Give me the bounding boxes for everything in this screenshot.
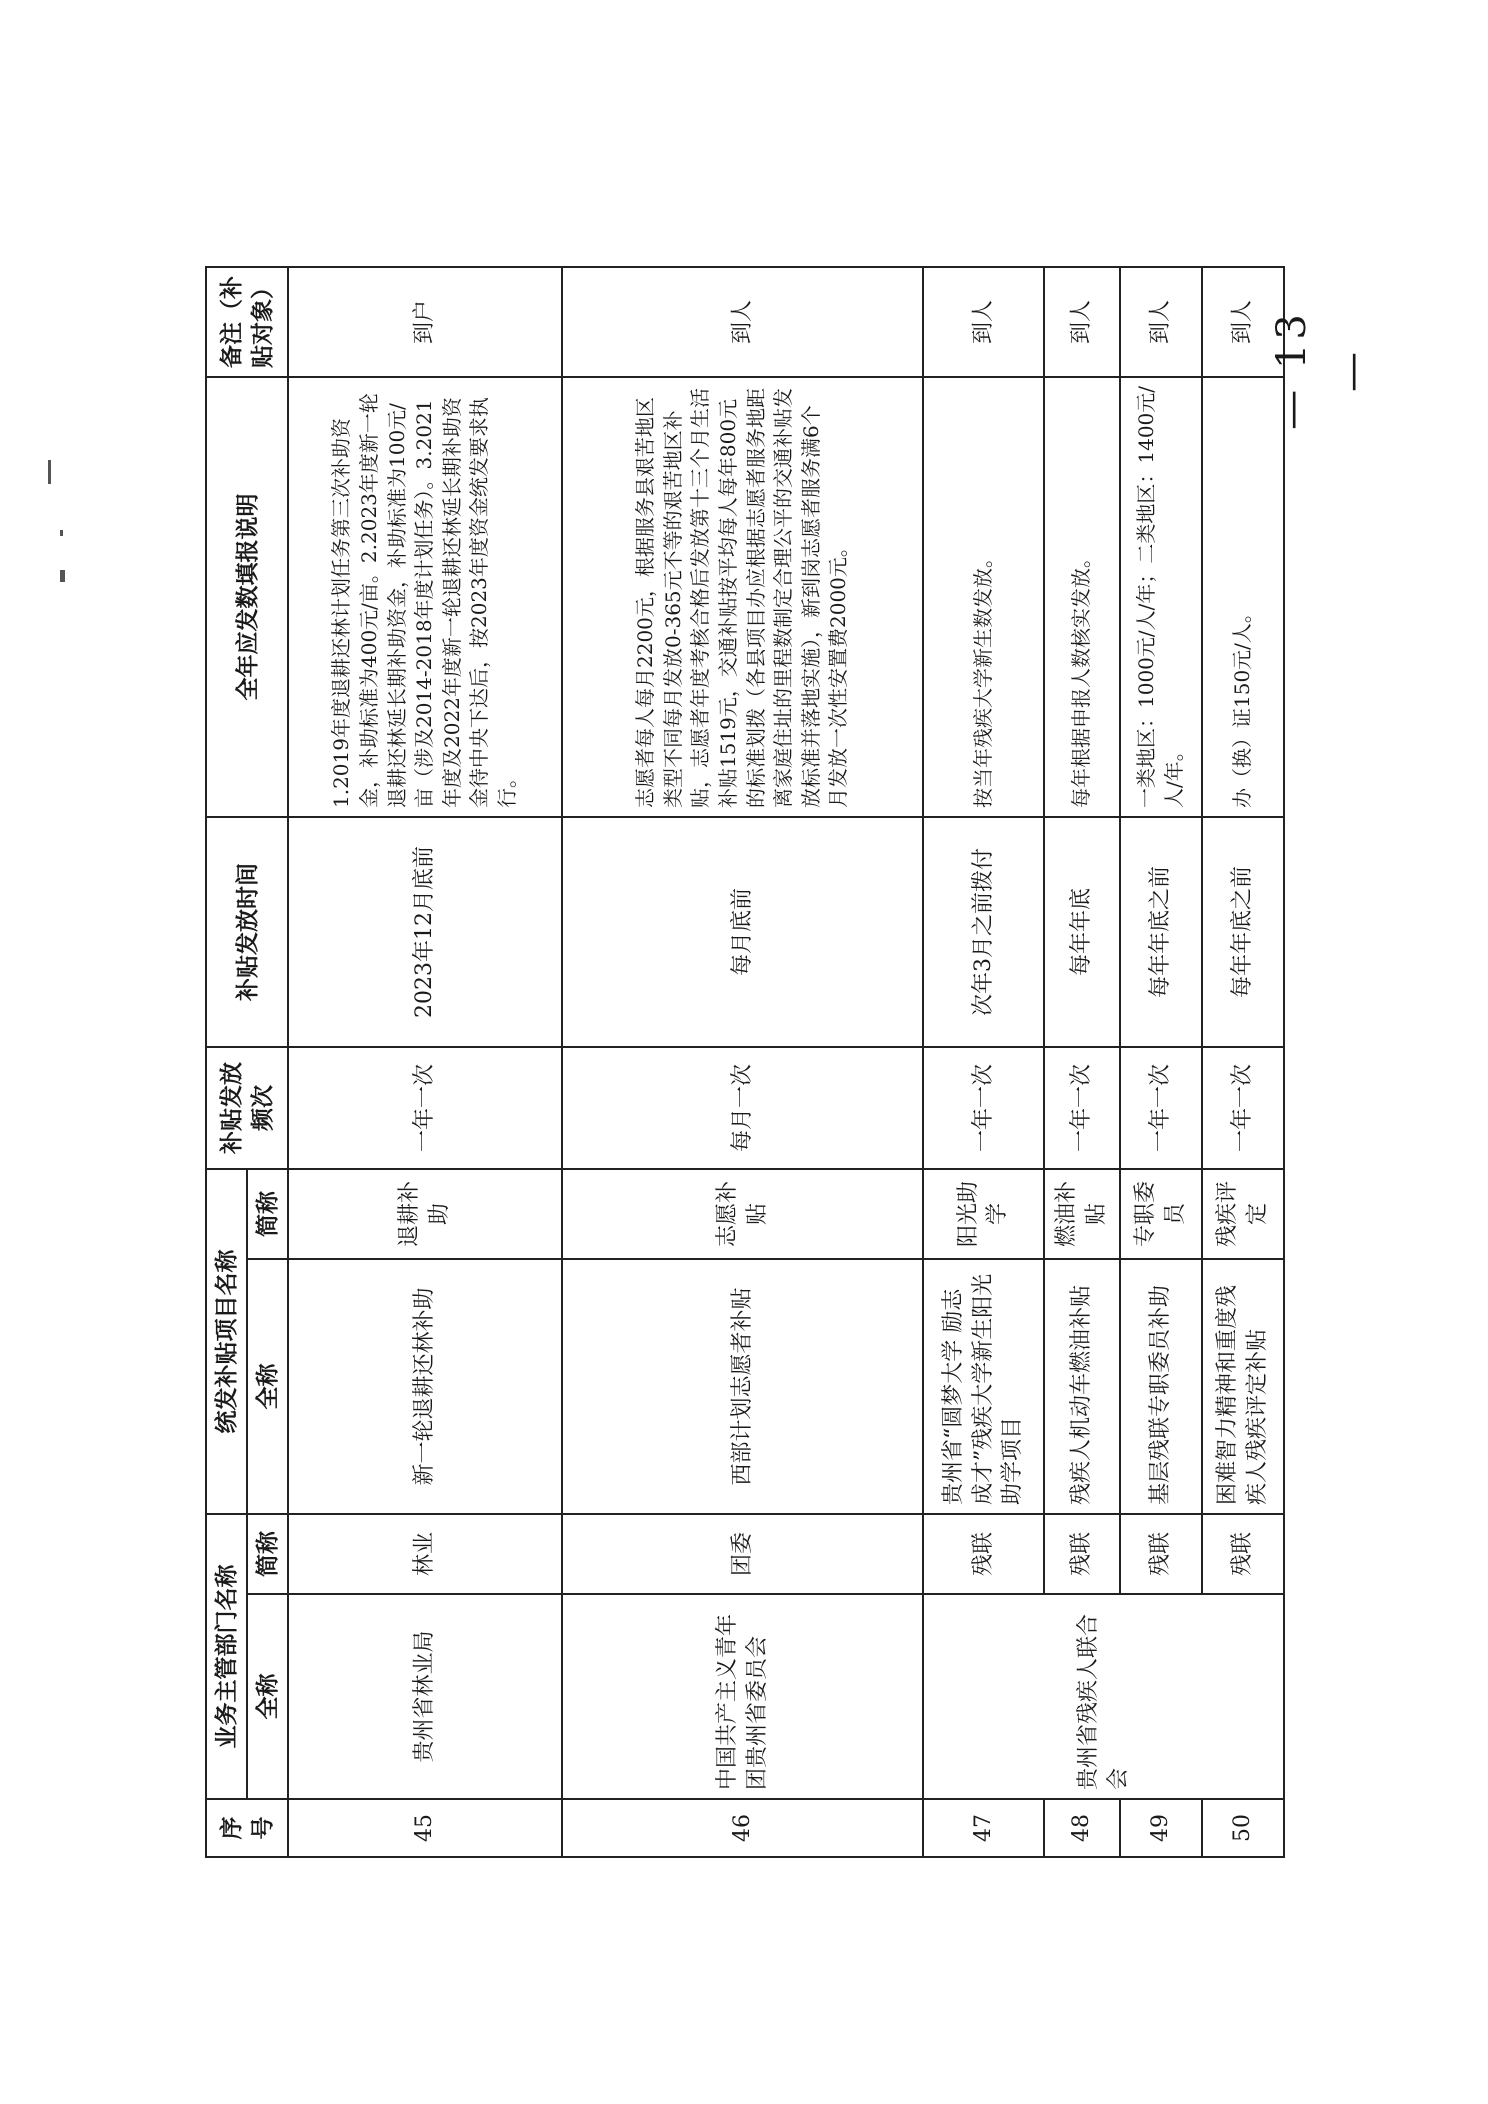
header-proj-full: 全称 xyxy=(247,1259,288,1514)
cell-time: 每年年底 xyxy=(1044,817,1120,1047)
cell-dept-short: 团委 xyxy=(562,1514,923,1594)
cell-proj-full: 残疾人机动车燃油补贴 xyxy=(1044,1259,1120,1514)
header-seq: 序号 xyxy=(206,1799,288,1857)
cell-frequency: 一年一次 xyxy=(1044,1047,1120,1169)
header-dept-full: 全称 xyxy=(247,1594,288,1799)
cell-proj-full: 困难智力精神和重度残疾人残疾评定补贴 xyxy=(1202,1259,1284,1514)
cell-time: 每月底前 xyxy=(562,817,923,1047)
table-row xyxy=(288,267,562,1857)
cell-proj-short: 残疾评定 xyxy=(1202,1169,1284,1259)
cell-description: 每年根据申报人数核实发放。 xyxy=(1044,377,1120,817)
subsidy-table xyxy=(205,266,1285,1858)
cell-proj-short: 专职委员 xyxy=(1120,1169,1202,1259)
page-number: — 13 — xyxy=(1269,310,1375,430)
cell-description: 1.2019年度退耕还林计划任务第三次补助资金，补助标准为400元/亩。2.2023年度新一轮退耕还林延长期补助资金，补助标准为100元/亩（涉及2014-2018年度计划任务）。3.2021年度及2022年度新一轮退耕还林延长期补助资金待中央下达后，按2023年度资金统发要求执行。 xyxy=(288,377,562,817)
header-remark: 备注（补贴对象） xyxy=(206,267,288,377)
cell-seq: 48 xyxy=(1044,1799,1120,1857)
cell-proj-short: 退耕补助 xyxy=(288,1169,562,1259)
cell-remark: 到户 xyxy=(288,267,562,377)
cell-frequency: 一年一次 xyxy=(1202,1047,1284,1169)
cell-time: 每年年底之前 xyxy=(1120,817,1202,1047)
header-proj-group: 统发补贴项目名称 xyxy=(206,1169,247,1514)
table-row xyxy=(923,267,1043,1857)
cell-description: 志愿者每人每月2200元，根据服务县艰苦地区类型不同每月发放0-365元不等的艰苦地区补贴，志愿者年度考核合格后发放第十三个月生活补贴1519元，交通补贴按平均每人每年800元的标准划拨（各县项目办应根据志愿者服务地距离家庭住址的里程数制定合理公平的交通补贴发放标准并落地实施），新到岗志愿者服务满6个月发放一次性安置费2000元。 xyxy=(562,377,923,817)
cell-proj-short: 阳光助学 xyxy=(923,1169,1043,1259)
cell-description: 按当年残疾大学新生数发放。 xyxy=(923,377,1043,817)
cell-remark: 到人 xyxy=(1044,267,1120,377)
scan-mark xyxy=(60,530,63,536)
header-time: 补贴发放时间 xyxy=(206,817,288,1047)
cell-seq: 45 xyxy=(288,1799,562,1857)
cell-time: 每年年底之前 xyxy=(1202,817,1284,1047)
cell-remark: 到人 xyxy=(1120,267,1202,377)
cell-seq: 49 xyxy=(1120,1799,1202,1857)
cell-proj-short: 志愿补贴 xyxy=(562,1169,923,1259)
cell-dept-short: 残联 xyxy=(1120,1514,1202,1594)
scan-mark xyxy=(48,460,51,484)
table-row xyxy=(562,267,923,1857)
cell-remark: 到人 xyxy=(562,267,923,377)
cell-proj-full: 西部计划志愿者补贴 xyxy=(562,1259,923,1514)
header-dept-group: 业务主管部门名称 xyxy=(206,1514,247,1799)
cell-dept-full: 贵州省残疾人联合会 xyxy=(923,1594,1284,1799)
header-description: 全年应发数填报说明 xyxy=(206,377,288,817)
cell-frequency: 一年一次 xyxy=(288,1047,562,1169)
cell-frequency: 一年一次 xyxy=(923,1047,1043,1169)
rotated-table-container xyxy=(205,268,1285,1858)
cell-proj-short: 燃油补贴 xyxy=(1044,1169,1120,1259)
cell-seq: 47 xyxy=(923,1799,1043,1857)
cell-dept-short: 残联 xyxy=(1044,1514,1120,1594)
cell-proj-full: 基层残联专职委员补助 xyxy=(1120,1259,1202,1514)
cell-dept-short: 残联 xyxy=(1202,1514,1284,1594)
cell-remark: 到人 xyxy=(923,267,1043,377)
page-footer xyxy=(1262,290,1375,450)
cell-proj-full: 新一轮退耕还林补助 xyxy=(288,1259,562,1514)
header-proj-short: 简称 xyxy=(247,1169,288,1259)
cell-dept-short: 林业 xyxy=(288,1514,562,1594)
scan-mark xyxy=(60,570,65,582)
cell-description: 一类地区：1000元/人/年；二类地区：1400元/人/年。 xyxy=(1120,377,1202,817)
cell-dept-full: 中国共产主义青年团贵州省委员会 xyxy=(562,1594,923,1799)
header-frequency: 补贴发放频次 xyxy=(206,1047,288,1169)
cell-seq: 46 xyxy=(562,1799,923,1857)
cell-dept-full: 贵州省林业局 xyxy=(288,1594,562,1799)
header-dept-short: 简称 xyxy=(247,1514,288,1594)
cell-time: 次年3月之前拨付 xyxy=(923,817,1043,1047)
header-row-1 xyxy=(206,267,247,1857)
cell-dept-short: 残联 xyxy=(923,1514,1043,1594)
cell-time: 2023年12月底前 xyxy=(288,817,562,1047)
cell-frequency: 每月一次 xyxy=(562,1047,923,1169)
cell-remark: 到人 xyxy=(1202,267,1284,377)
cell-frequency: 一年一次 xyxy=(1120,1047,1202,1169)
cell-description: 办（换）证150元/人。 xyxy=(1202,377,1284,817)
cell-seq: 50 xyxy=(1202,1799,1284,1857)
cell-proj-full: 贵州省“圆梦大学 励志成才”残疾大学新生阳光助学项目 xyxy=(923,1259,1043,1514)
